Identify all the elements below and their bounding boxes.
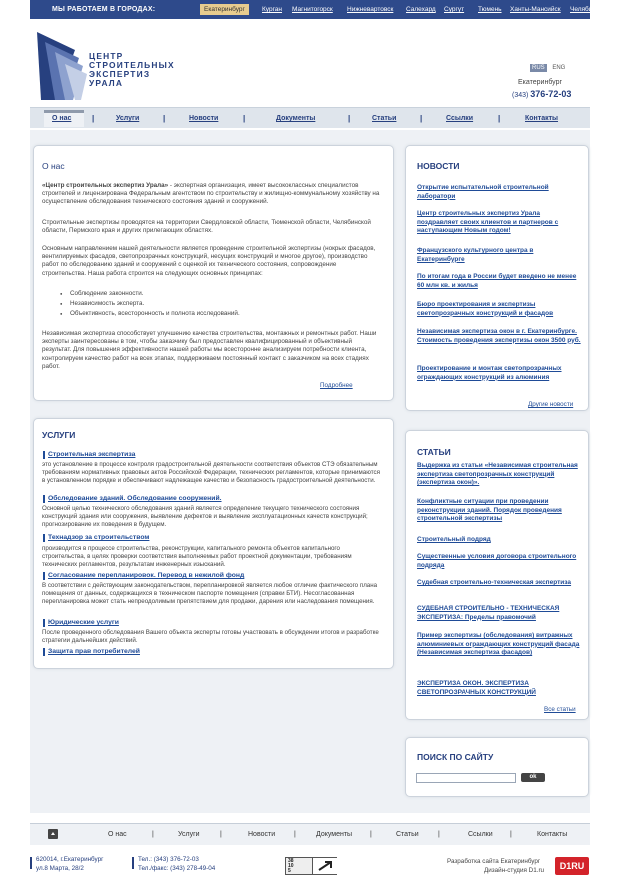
main-nav [30,107,590,128]
nav-articles[interactable]: Статьи [372,115,397,122]
about-title: О нас [42,161,65,171]
footer-separator: | [294,831,296,838]
search-panel [405,737,589,797]
news-item[interactable]: Центр строительных экспертиз Урала поздравляет своих клиентов и партнеров с наступающим Новым годом! [417,210,559,234]
article-item[interactable]: Строительный подряд [417,536,491,543]
nav-separator: | [498,114,501,123]
counter-value: 38 [288,858,294,864]
city-link[interactable]: Курган [262,6,283,13]
footer-separator: | [220,831,222,838]
article-item[interactable]: Существенные условия договора строительного подряда [417,553,577,569]
about-intro [42,182,382,207]
principle-item: ● Независимость эксперта. [70,300,144,307]
nav-separator: | [243,114,246,123]
contact-phone [512,89,571,99]
footer-separator: | [152,831,154,838]
news-item[interactable]: Независимая экспертиза окон в г. Екатеринбурге. Стоимость проведения экспертизы окон 3500 руб. [417,328,581,344]
logo-text: УРАЛА [89,78,124,88]
nav-contacts[interactable]: Контакты [525,115,559,122]
visit-counter[interactable] [285,857,337,875]
about-independent: Независимая экспертиза способствует улучшению качества строительства, монтажных и ремонтных работ. Наши эксперты заинтересованы в том, чтобы заказчику был предоставлен квалифицированный и объективный результат. Для повышения эффективности нашей работы мы всесторонне анализируем потребности клиента, контролируем качество работ на всех этапах, поддерживаем постоянный контакт с заказчиком на всех стадиях работ. [42,330,377,370]
nav-documents[interactable]: Документы [276,115,316,122]
developer-text: Разработка сайта Екатеринбург [447,858,541,865]
lang-ru[interactable]: RUS [532,65,545,71]
about-activity: Основным направлением нашей деятельности является проведение строительной экспертизы (нокрых фасадов, вентилируемых фасадов, светопрозрачных конструкций, несущих конструкций и многое другое), производство работ по обследованию зданий и сооружений с оценкой их технического состояния, сопровождение строительства. Наша работа строится на следующих основных принципах: [42,245,376,277]
logo-text: ЦЕНТР [89,51,124,61]
service-link[interactable]: Технадзор за строительством [48,534,150,541]
footer-accent [132,857,134,869]
articles-title: СТАТЬИ [417,447,451,457]
news-more-link[interactable]: Другие новости [528,401,574,408]
footer-separator: | [438,831,440,838]
news-item[interactable]: По итогам года в России будет введено не менее 60 млн кв. и жилья [417,273,577,289]
footer-accent [30,857,32,869]
service-description: производится в процессе строительства, реконструкции, капитального ремонта объектов капитального строительства, в целях проверки соответствия выполняемых работ проектной документации, требованиям технических регламентов, результатам инженерных изысканий. [42,545,352,568]
service-link[interactable]: Защита прав потребителей [48,648,140,655]
article-item[interactable]: Пример экспертизы (обследования) витражных алюминиевых ограждающих конструкций фасада (Независимая экспертиза фасадов) [417,632,580,656]
counter-arrow-icon [312,858,337,874]
article-item[interactable]: СУДЕБНАЯ СТРОИТЕЛЬНО - ТЕХНИЧЕСКАЯ ЭКСПЕРТИЗА: Пределы правомочий [417,605,560,621]
nav-separator: | [92,114,95,123]
about-company: «Центр строительных экспертиз Урала» [42,182,169,189]
service-description: После проведенного обследования Вашего объекта эксперты готовы участвовать в обсуждении итогов и разработке стратегии дальнейших действий. [42,629,379,644]
service-link[interactable]: Обследование зданий. Обследование сооружений. [48,495,222,502]
footer-nav-links[interactable]: Ссылки [468,831,493,838]
service-link[interactable]: Юридические услуги [48,619,119,626]
counter-value: 5 [288,868,291,874]
language-switch [530,65,565,71]
search-input[interactable] [416,773,516,783]
article-item[interactable]: Судебная строительно-техническая экспертиза [417,579,572,586]
article-item[interactable]: Выдержка из статьи «Независимая строительная экспертиза светопрозрачных конструкций (экспертиза окон)». [417,462,578,486]
logo[interactable] [35,30,190,100]
nav-separator: | [348,114,351,123]
service-description: Основной целью технического обследования зданий является определение текущего технического состояния конструкций здания или сооружения, выявление дефектов и выявление эксплуатационных качеств конструкций; прогнозирование их поведения в будущем. [42,505,368,528]
search-button[interactable]: ok [521,773,545,782]
nav-services[interactable]: Услуги [116,115,140,122]
counter-value: 10 [288,863,294,869]
footer-address-line1: 620014, г.Екатеринбург [36,856,104,863]
footer-nav-contacts[interactable]: Контакты [537,831,568,838]
footer-fax: Тел./факс: (343) 278-49-04 [138,865,216,872]
logo-text: ЭКСПЕРТИЗ [89,69,151,79]
footer-nav-services[interactable]: Услуги [178,831,200,838]
phone-code: (343) [512,92,529,99]
city-bar [30,0,603,19]
news-item[interactable]: Французского культурного центра в Екатеринбурге [417,247,534,263]
service-description: В соответствии с действующим законодательством, перепланировкой является любое отличие фактического плана помещения от данных, содержащихся в техническом паспорте помещения (справки БТИ). Несогласованная перепланировка может стать непреодолимым препятствием для продажи, дарения или наследования помещения. [42,582,378,605]
developer-logo[interactable]: D1RU [555,857,589,875]
contact-city: Екатеринбург [518,79,563,86]
city-link[interactable]: Магнитогорск [292,6,333,13]
services-title: УСЛУГИ [42,430,76,440]
footer-nav-about[interactable]: О нас [108,831,127,838]
articles-more-link[interactable]: Все статьи [544,706,576,713]
city-link[interactable]: Челябинск [570,6,603,13]
footer-nav-news[interactable]: Новости [248,831,276,838]
footer-nav-articles[interactable]: Статьи [396,831,419,838]
nav-about[interactable]: О нас [52,115,72,122]
principle-item: ● Объективность, всесторонность и полнота исследований. [70,310,240,317]
footer-separator: | [370,831,372,838]
article-item[interactable]: Конфликтные ситуации при проведении реконструкции зданий. Порядок проведения строительной экспертизы [417,498,562,522]
service-link[interactable]: Согласование перепланировок. Перевод в нежилой фонд [48,572,245,579]
city-link[interactable]: Ханты-Мансийск [510,6,561,13]
home-icon[interactable] [48,829,58,839]
city-link[interactable]: Салехард [406,6,436,13]
city-link[interactable]: Сургут [444,6,465,13]
about-intro-text: - экспертная организация, имеет высококлассных специалистов строителей и лицензирована Федеральным агентством по строительству и жилищно-коммунальному хозяйству на осуществление обследования технического состояния зданий и сооружений. [42,182,380,206]
nav-separator: | [420,114,423,123]
logo-mark [35,30,95,102]
cities-label: МЫ РАБОТАЕМ В ГОРОДАХ: [52,6,156,13]
search-title: ПОИСК ПО САЙТУ [417,752,494,762]
footer-address-line2: ул.8 Марта, 28/2 [36,865,84,872]
principle-item: ● Соблюдение законности. [70,290,144,297]
city-link[interactable]: Тюмень [478,6,502,13]
news-item[interactable]: Бюро проектирования и экспертизы светопрозрачных конструкций и фасадов [417,301,554,317]
news-item[interactable]: Проектирование и монтаж светопрозрачных ограждающих конструкций из алюминия [417,365,562,381]
news-title: НОВОСТИ [417,161,460,171]
article-item[interactable]: ЭКСПЕРТИЗА ОКОН. ЭКСПЕРТИЗА СВЕТОПРОЗРАЧНЫХ КОНСТРУКЦИЙ [417,680,536,696]
lang-en[interactable]: ENG [552,65,566,71]
footer-separator: | [510,831,512,838]
about-regions: Строительные экспертизы проводятся на территории Свердловской области, Тюменской области, Челябинской области, Пермского края и других прилегающих областях. [42,219,371,235]
counter-values [288,859,294,874]
city-link[interactable]: Нижневартовск [347,6,394,13]
footer-nav-documents[interactable]: Документы [316,831,353,838]
news-item[interactable]: Открытие испытательной строительной лаборатори [417,184,549,200]
developer-studio[interactable]: Дизайн-студия D1.ru [484,867,545,874]
service-description: это установление в процессе контроля градостроительной деятельности соответствия объектов СТЭ обязательным требованиям нормативных правовых актов Российской Федерации, технических регламентов, которые принимаются в установленном порядке и обеспечивают надлежащее качество и безопасность градостроительной деятельности. [42,461,380,484]
city-selected[interactable]: Екатеринбург [200,4,249,15]
nav-links[interactable]: Ссылки [446,115,474,122]
logo-text: СТРОИТЕЛЬНЫХ [89,60,175,70]
footer-tel: Тел.: (343) 376-72-03 [138,856,199,863]
phone-number: 376-72-03 [530,89,572,99]
nav-separator: | [163,114,166,123]
nav-news[interactable]: Новости [189,115,219,122]
service-link[interactable]: Строительная экспертиза [48,451,136,458]
about-more-link[interactable]: Подробнее [320,382,353,389]
footer-nav [30,823,590,845]
